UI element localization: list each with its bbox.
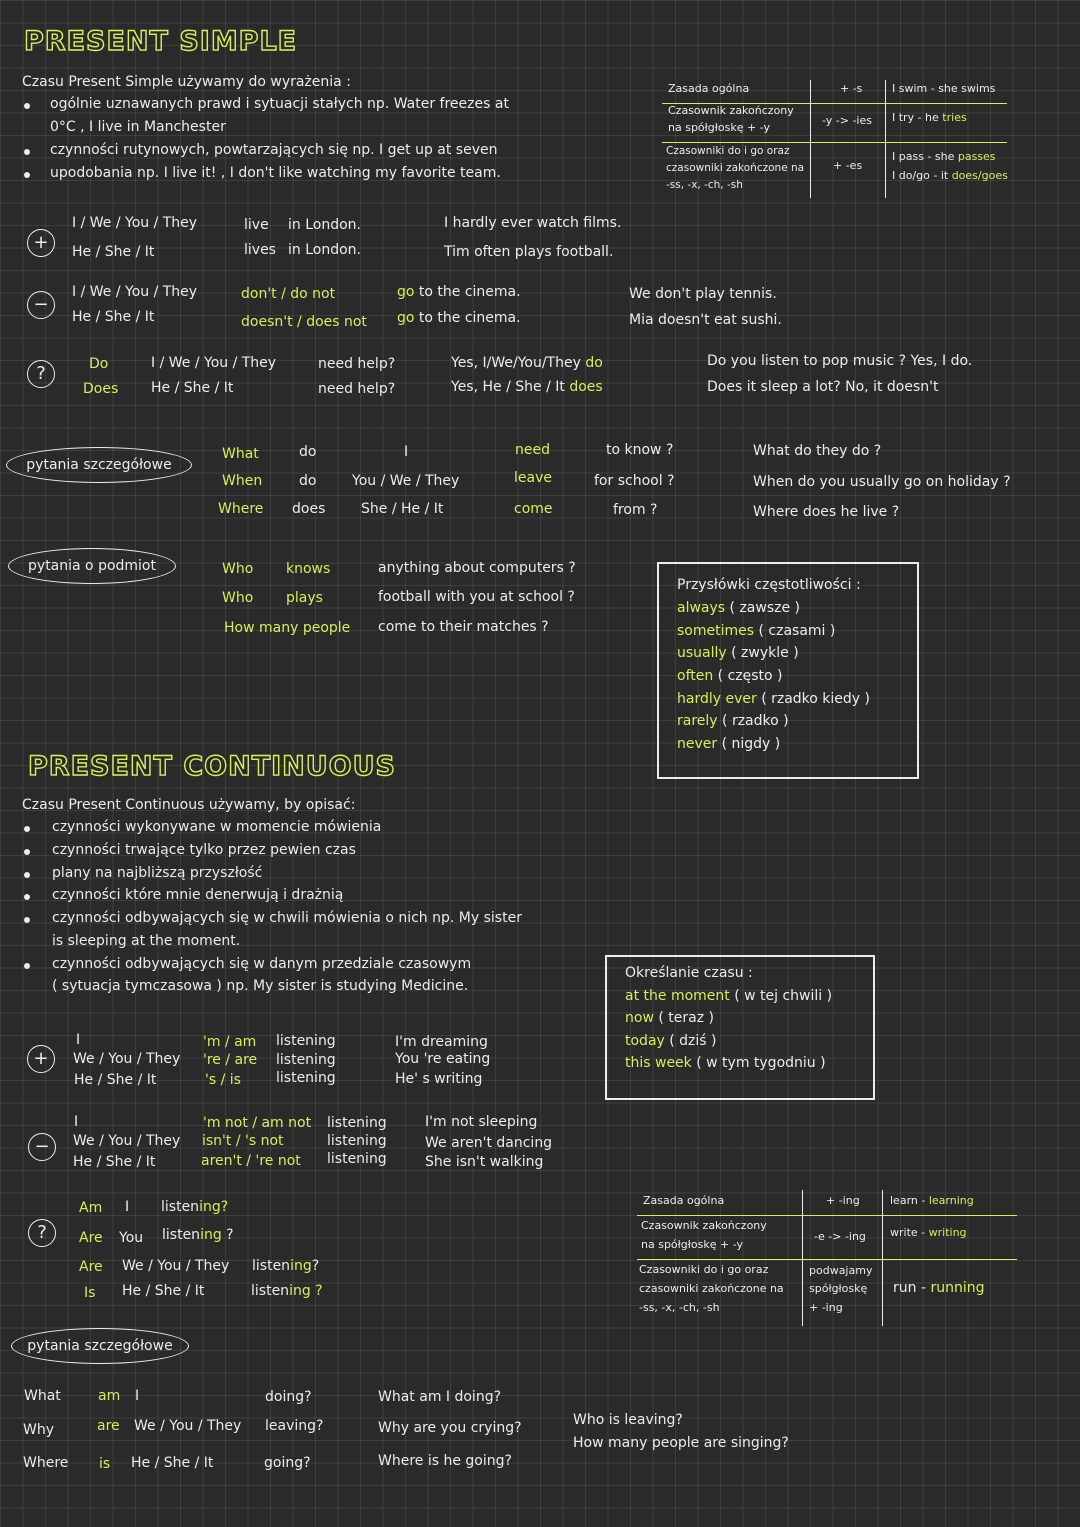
time-title: Określanie czasu :	[625, 965, 753, 981]
bullet	[24, 149, 30, 155]
pc-plus-aux-1: 'm / am	[203, 1034, 257, 1050]
adverb-item: rarely ( rzadko )	[677, 713, 789, 729]
pc-minus-aux-1: 'm not / am not	[203, 1115, 312, 1131]
pc-subject-example-1: Who is leaving?	[573, 1412, 683, 1428]
ps-subject-wh-1: Who	[222, 561, 254, 577]
pc-bullet-1: czynności wykonywane w momencie mówienia	[52, 819, 382, 835]
pc-minus-verb-1: listening	[327, 1115, 387, 1131]
ps-plus-pronouns-2: He / She / It	[72, 244, 155, 260]
ps-subject-questions-label: pytania o podmiot	[8, 548, 176, 584]
question-icon: ?	[27, 360, 55, 388]
ps-minus-aux-2: doesn't / does not	[241, 314, 367, 330]
pc-bullet-4: czynności które mnie denerwują i drażnią	[52, 887, 344, 903]
pc-q-pronoun-3: We / You / They	[122, 1258, 230, 1274]
pc-table-r1c1: Zasada ogólna	[643, 1194, 725, 1207]
ps-table-r1c1: Zasada ogólna	[668, 82, 750, 95]
pc-bullet-3: plany na najbliższą przyszłość	[52, 865, 263, 881]
ps-subject-rest-1: anything about computers ?	[378, 560, 576, 576]
pc-minus-verb-2: listening	[327, 1133, 387, 1149]
pc-table-r3c2a: podwajamy	[809, 1264, 873, 1277]
pc-detail-example-1: What am I doing?	[378, 1389, 502, 1405]
pc-detail-example-3: Where is he going?	[378, 1453, 512, 1469]
pc-bullet-5a: czynności odbywających się w chwili mówienia o nich np. My sister	[52, 910, 522, 926]
ps-table-r1c2: + -s	[840, 82, 863, 95]
pc-detail-verb-1: doing?	[265, 1389, 312, 1405]
adverb-item: often ( często )	[677, 668, 783, 684]
pc-intro: Czasu Present Continuous używamy, by opisać:	[22, 797, 356, 813]
bullet	[24, 103, 30, 109]
ps-detail-rest-3: from ?	[613, 502, 658, 518]
ps-table-r3c1c: -ss, -x, -ch, -sh	[666, 179, 743, 191]
ps-minus-example-2: Mia doesn't eat sushi.	[629, 312, 782, 328]
pc-table-r2c3: write - writing	[890, 1226, 967, 1239]
pc-minus-aux-2: isn't / 's not	[202, 1133, 284, 1149]
ps-intro: Czasu Present Simple używamy do wyrażenia :	[22, 74, 351, 90]
ps-detail-wh-2: When	[222, 473, 263, 489]
pc-detail-verb-2: leaving?	[265, 1418, 324, 1434]
pc-plus-example-3: He' s writing	[395, 1071, 483, 1087]
plus-icon: +	[27, 1045, 55, 1073]
pc-bullet-5b: is sleeping at the moment.	[52, 933, 241, 949]
ps-subject-wh-3: How many people	[224, 620, 351, 636]
ps-subject-wh-2: Who	[222, 590, 254, 606]
pc-detail-subject-2: We / You / They	[134, 1418, 242, 1434]
pc-minus-verb-3: listening	[327, 1151, 387, 1167]
ps-table-r3c2: + -es	[833, 159, 863, 172]
ps-plus-verb-2: lives	[244, 242, 276, 258]
ps-minus-pronouns-1: I / We / You / They	[72, 284, 198, 300]
pc-q-verb-2: listening ?	[162, 1227, 234, 1243]
pc-plus-verb-1: listening	[276, 1033, 336, 1049]
bullet	[24, 917, 30, 923]
ps-table-r2c1b: na spółgłoskę + -y	[668, 121, 770, 134]
pc-plus-pronoun-2: We / You / They	[73, 1051, 181, 1067]
adverb-item: sometimes ( czasami )	[677, 623, 836, 639]
pc-minus-pronoun-3: He / She / It	[73, 1154, 156, 1170]
ps-q-pronouns-2: He / She / It	[151, 380, 234, 396]
pc-plus-example-2: You 're eating	[395, 1051, 491, 1067]
pc-plus-pronoun-3: He / She / It	[74, 1072, 157, 1088]
frequency-adverbs-box	[657, 562, 919, 779]
pc-q-aux-2: Are	[79, 1230, 103, 1246]
pc-q-aux-4: Is	[84, 1285, 96, 1301]
pc-q-pronoun-2: You	[119, 1230, 144, 1246]
ps-detail-subject-2: You / We / They	[352, 473, 460, 489]
pc-detail-aux-1: am	[98, 1388, 121, 1404]
time-expressions-box	[605, 955, 875, 1100]
ps-minus-example-1: We don't play tennis.	[629, 286, 777, 302]
adverb-item: usually ( zwykle )	[677, 645, 799, 661]
time-item: today ( dziś )	[625, 1033, 717, 1049]
pc-q-pronoun-4: He / She / It	[122, 1283, 205, 1299]
bullet	[24, 894, 30, 900]
pc-detail-verb-3: going?	[264, 1455, 311, 1471]
ps-q-short-2: Yes, He / She / It does	[451, 379, 603, 395]
ps-detail-example-1: What do they do ?	[753, 443, 882, 459]
time-item: this week ( w tym tygodniu )	[625, 1055, 826, 1071]
ps-q-aux-2: Does	[83, 381, 119, 397]
pc-minus-example-2: We aren't dancing	[425, 1135, 553, 1151]
pc-q-verb-4: listening ?	[251, 1283, 323, 1299]
ps-detail-aux-3: does	[292, 501, 326, 517]
pc-table-r3c2c: + -ing	[809, 1301, 843, 1314]
time-item: at the moment ( w tej chwili )	[625, 988, 833, 1004]
ps-plus-rest-1: in London.	[288, 217, 361, 233]
ps-minus-pronouns-2: He / She / It	[72, 309, 155, 325]
pc-minus-aux-3: aren't / 're not	[201, 1153, 301, 1169]
pc-q-aux-3: Are	[79, 1259, 103, 1275]
pc-minus-example-3: She isn't walking	[425, 1154, 544, 1170]
ps-subject-rest-3: come to their matches ?	[378, 619, 549, 635]
pc-q-pronoun-1: I	[125, 1199, 130, 1215]
ps-q-example-2: Does it sleep a lot? No, it doesn't	[707, 379, 939, 395]
bullet	[24, 849, 30, 855]
pc-plus-aux-2: 're / are	[203, 1052, 258, 1068]
ps-plus-pronouns-1: I / We / You / They	[72, 215, 198, 231]
ps-bullet-1a: ogólnie uznawanych prawd i sytuacji stałych np. Water freezes at	[50, 96, 509, 112]
pc-q-verb-3: listening?	[252, 1258, 320, 1274]
ps-detail-subject-1: I	[404, 444, 409, 460]
adverb-item: hardly ever ( rzadko kiedy )	[677, 691, 871, 707]
ps-plus-verb-1: live	[244, 217, 269, 233]
ps-bullet-2: czynności rutynowych, powtarzających się np. I get up at seven	[50, 142, 498, 158]
pc-table-r2c1a: Czasownik zakończony	[641, 1219, 767, 1232]
pc-table-r1c2: + -ing	[826, 1194, 860, 1207]
bullet	[24, 963, 30, 969]
pc-bullet-2: czynności trwające tylko przez pewien czas	[52, 842, 356, 858]
pc-minus-example-1: I'm not sleeping	[425, 1114, 538, 1130]
ps-subject-verb-2: plays	[286, 590, 323, 606]
pc-plus-pronoun-1: I	[76, 1032, 81, 1048]
ps-subject-rest-2: football with you at school ?	[378, 589, 575, 605]
pc-detail-example-2: Why are you crying?	[378, 1420, 522, 1436]
pc-bullet-6a: czynności odbywających się w danym przedziale czasowym	[52, 956, 472, 972]
ps-plus-rest-2: in London.	[288, 242, 361, 258]
ps-table-r3c3: I pass - she passes	[892, 150, 996, 163]
pc-subject-example-2: How many people are singing?	[573, 1435, 789, 1451]
ps-q-example-1: Do you listen to pop music ? Yes, I do.	[707, 353, 973, 369]
ps-detail-rest-1: to know ?	[606, 442, 674, 458]
ps-detail-verb-2: leave	[514, 470, 552, 486]
present-simple-title: PRESENT SIMPLE	[24, 26, 298, 57]
ps-detail-wh-1: What	[222, 446, 259, 462]
pc-detail-wh-3: Where	[23, 1455, 69, 1471]
pc-plus-aux-3: 's / is	[205, 1072, 241, 1088]
ps-minus-rest-2: go to the cinema.	[397, 310, 521, 326]
ps-minus-rest-1: go to the cinema.	[397, 284, 521, 300]
pc-minus-pronoun-2: We / You / They	[73, 1133, 181, 1149]
ps-subject-verb-1: knows	[286, 561, 331, 577]
ps-q-rest-1: need help?	[318, 356, 396, 372]
pc-q-aux-1: Am	[79, 1200, 103, 1216]
plus-icon: +	[27, 229, 55, 257]
ps-minus-aux-1: don't / do not	[241, 286, 336, 302]
pc-table-r3c1a: Czasowniki do i go oraz	[639, 1263, 769, 1276]
minus-icon: −	[28, 1133, 56, 1161]
pc-table-r3c1b: czasowniki zakończone na	[639, 1282, 784, 1295]
time-item: now ( teraz )	[625, 1010, 714, 1026]
pc-minus-pronoun-1: I	[74, 1114, 79, 1130]
ps-q-pronouns-1: I / We / You / They	[151, 355, 277, 371]
bullet	[24, 172, 30, 178]
ps-table-r3c4: I do/go - it does/goes	[892, 169, 1008, 182]
ps-q-aux-1: Do	[89, 356, 109, 372]
ps-detail-aux-2: do	[299, 473, 317, 489]
pc-plus-verb-2: listening	[276, 1052, 336, 1068]
pc-bullet-6b: ( sytuacja tymczasowa ) np. My sister is studying Medicine.	[52, 978, 469, 994]
ps-q-rest-2: need help?	[318, 381, 396, 397]
ps-detail-aux-1: do	[299, 444, 317, 460]
adverb-item: always ( zawsze )	[677, 600, 800, 616]
pc-plus-verb-3: listening	[276, 1070, 336, 1086]
ps-detail-verb-3: come	[514, 501, 553, 517]
pc-detail-subject-1: I	[135, 1388, 140, 1404]
pc-detail-wh-1: What	[24, 1388, 61, 1404]
bullet	[24, 826, 30, 832]
ps-detail-example-3: Where does he live ?	[753, 504, 900, 520]
ps-table-r1c3: I swim - she swims	[892, 82, 996, 95]
pc-table-r2c1b: na spółgłoskę + -y	[641, 1238, 743, 1251]
minus-icon: −	[27, 291, 55, 319]
ps-plus-example-1: I hardly ever watch films.	[444, 215, 622, 231]
pc-detail-questions-label: pytania szczegółowe	[11, 1328, 189, 1364]
pc-table-r1c3: learn - learning	[890, 1194, 974, 1207]
pc-table-r3c2b: spółgłoskę	[809, 1282, 868, 1295]
pc-detail-wh-2: Why	[23, 1422, 55, 1438]
ps-detail-subject-3: She / He / It	[361, 501, 444, 517]
present-continuous-title: PRESENT CONTINUOUS	[28, 751, 396, 782]
pc-q-verb-1: listening?	[161, 1199, 229, 1215]
ps-table-r2c1a: Czasownik zakończony	[668, 104, 794, 117]
pc-plus-example-1: I'm dreaming	[395, 1034, 488, 1050]
ps-q-short-1: Yes, I/We/You/They do	[451, 355, 603, 371]
ps-bullet-3: upodobania np. I live it! , I don't like watching my favorite team.	[50, 165, 501, 181]
pc-table-r3c3: run - running	[893, 1280, 985, 1296]
pc-table-r3c1c: -ss, -x, -ch, -sh	[639, 1301, 720, 1314]
ps-table-r3c1b: czasowniki zakończone na	[666, 162, 805, 174]
adverb-item: never ( nigdy )	[677, 736, 781, 752]
ps-table-r2c3: I try - he tries	[892, 111, 967, 124]
bullet	[24, 872, 30, 878]
ps-detail-verb-1: need	[515, 442, 550, 458]
ps-plus-example-2: Tim often plays football.	[444, 244, 614, 260]
adverbs-title: Przysłówki częstotliwości :	[677, 577, 861, 593]
pc-table-r2c2: -e -> -ing	[814, 1230, 866, 1243]
ps-table-r3c1a: Czasowniki do i go oraz	[666, 145, 790, 157]
pc-detail-aux-2: are	[97, 1418, 120, 1434]
question-icon: ?	[28, 1219, 56, 1247]
ps-detail-rest-2: for school ?	[594, 473, 675, 489]
ps-detail-questions-label: pytania szczegółowe	[6, 447, 192, 483]
pc-detail-subject-3: He / She / It	[131, 1455, 214, 1471]
pc-detail-aux-3: is	[99, 1456, 111, 1472]
ps-detail-wh-3: Where	[218, 501, 264, 517]
ps-bullet-1b: 0°C , I live in Manchester	[50, 119, 226, 135]
ps-detail-example-2: When do you usually go on holiday ?	[753, 474, 1011, 490]
ps-table-r2c2: -y -> -ies	[822, 114, 872, 127]
